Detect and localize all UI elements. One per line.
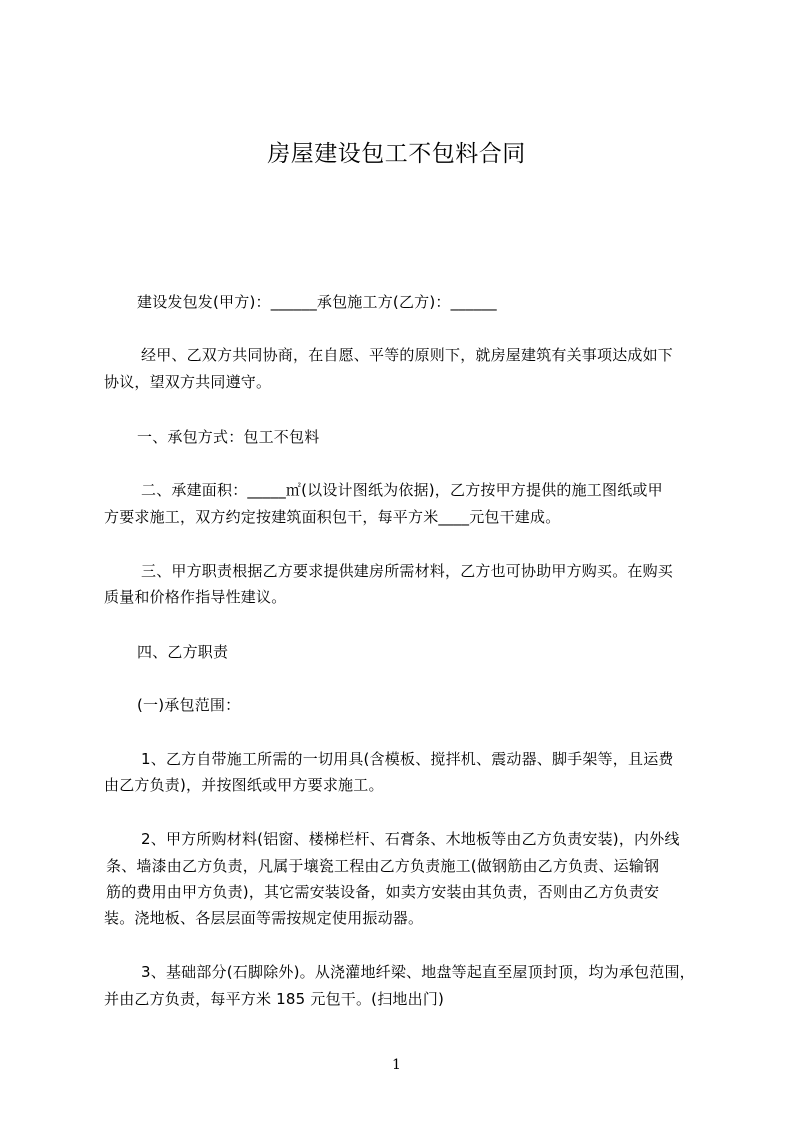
paragraph-line: 并由乙方负责，每平方米 185 元包干。(扫地出门) [104,990,445,1008]
paragraph-line: 方要求施工，双方约定按建筑面积包干，每平方米____元包干建成。 [104,508,561,526]
paragraph-line: 装。浇地板、各层层面等需按规定使用振动器。 [104,909,424,927]
paragraph-line: 2、甲方所购材料(铝窗、楼梯栏杆、石膏条、木地板等由乙方负责安装)，内外线 [141,830,680,848]
paragraph-line: 3、基础部分(石脚除外)。从浇灌地纤梁、地盘等起直至屋顶封顶，均为承包范围， [141,963,695,981]
party-line: 建设发包发(甲方)：______承包施工方(乙方)：______ [137,293,497,311]
subsection-heading: (一)承包范围： [137,696,241,714]
document-title: 房屋建设包工不包料合同 [267,141,526,167]
paragraph-line: 1、乙方自带施工所需的一切用具(含模板、搅拌机、震动器、脚手架等，且运费 [141,750,674,768]
page-number: 1 [392,1057,401,1073]
paragraph-line: 经甲、乙双方共同协商，在自愿、平等的原则下，就房屋建筑有关事项达成如下 [141,346,674,364]
paragraph-line: 二、承建面积：_____㎡(以设计图纸为依据)，乙方按甲方提供的施工图纸或甲 [141,481,663,499]
section-heading: 一、承包方式：包工不包料 [137,428,320,446]
paragraph-line: 由乙方负责)，并按图纸或甲方要求施工。 [104,776,384,794]
paragraph-line: 三、甲方职责根据乙方要求提供建房所需材料，乙方也可协助甲方购买。在购买 [141,562,674,580]
paragraph-line: 条、墙漆由乙方负责，凡属于壤瓷工程由乙方负责施工(做钢筋由乙方负责、运输钢 [106,857,660,875]
section-heading: 四、乙方职责 [137,643,229,661]
paragraph-line: 质量和价格作指导性建议。 [104,588,287,606]
paragraph-line: 筋的费用由甲方负责)，其它需安装设备，如卖方安装由其负责，否则由乙方负责安 [106,883,660,901]
paragraph-line: 协议，望双方共同遵守。 [104,373,272,391]
